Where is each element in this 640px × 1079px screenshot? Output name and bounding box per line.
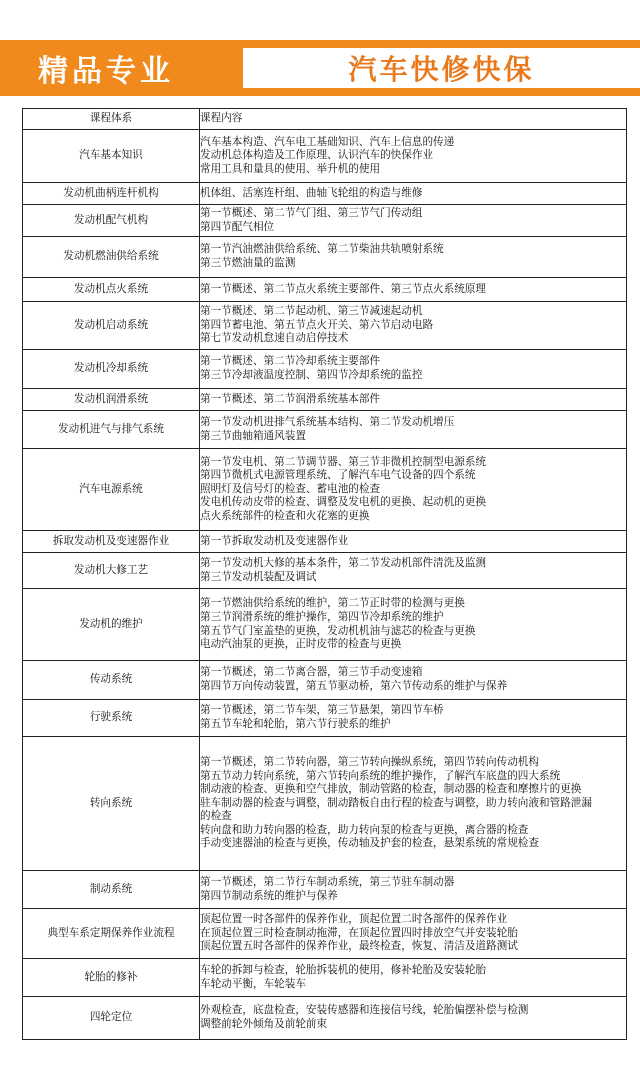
course-content	[200, 130, 627, 183]
content-line: 第四节微机式电源管理系统、了解汽车电气设备的四个系统	[200, 469, 476, 482]
table-row	[23, 909, 627, 959]
table-row	[23, 700, 627, 737]
course-category: 汽车电源系统	[23, 449, 200, 531]
content-line: 汽车基本构造、汽车电工基础知识、汽车上信息的传递	[200, 135, 455, 148]
table-row	[23, 389, 627, 411]
course-category: 发动机大修工艺	[23, 553, 200, 589]
course-content	[200, 302, 627, 350]
course-category: 四轮定位	[23, 997, 200, 1040]
table-row	[23, 661, 627, 700]
content-line: 外观检查，底盘检查，安装传感器和连接信号线，轮胎偏摆补偿与检测	[200, 1004, 529, 1017]
content-line: 发动机总体构造及工作原理、认识汽车的快保作业	[200, 149, 434, 162]
course-category: 发动机润滑系统	[23, 389, 200, 411]
course-content	[200, 909, 627, 959]
course-category: 发动机燃油供给系统	[23, 237, 200, 278]
banner-left-title: 精品专业	[0, 40, 232, 96]
content-line: 第五节车轮和轮胎，第六节行驶系的维护	[200, 718, 391, 730]
course-category: 发动机配气机构	[23, 205, 200, 237]
content-line: 第一节发动机大修的基本条件，第二节发动机部件清洗及监测	[200, 556, 487, 569]
content-line: 车轮动平衡，车轮装车	[200, 977, 306, 990]
content-line: 发电机传动皮带的检查、调整及发电机的更换、起动机的更换	[200, 496, 487, 509]
content-line: 第三节发动机装配及调试	[200, 570, 317, 583]
table-row	[23, 871, 627, 909]
content-line: 第七节发动机怠速自动启停技术	[200, 332, 349, 345]
course-content	[200, 531, 627, 553]
content-line: 第三节润滑系统的维护操作，第四节冷却系统的维护	[200, 610, 444, 623]
content-line: 的检查	[200, 810, 232, 823]
course-category: 发动机点火系统	[23, 278, 200, 302]
course-content	[200, 183, 627, 205]
content-line: 第五节动力转向系统，第六节转向系统的维护操作，了解汽车底盘的四大系统	[200, 769, 561, 782]
course-category: 轮胎的修补	[23, 959, 200, 997]
table-row	[23, 449, 627, 531]
content-line: 第一节概述、第二节起动机、第三节减速起动机	[200, 305, 423, 318]
course-category: 发动机进气与排气系统	[23, 411, 200, 449]
content-line: 制动液的检查、更换和空气排放，制动管路的检查，制动器的检查和摩擦片的更换	[200, 783, 582, 796]
course-content	[200, 661, 627, 700]
content-line: 转向盘和助力转向器的检查，助力转向泵的检查与更换，离合器的检查	[200, 823, 529, 836]
content-line: 第一节汽油燃油供给系统、第二节柴油共轨喷射系统	[200, 243, 444, 256]
course-content	[200, 589, 627, 661]
content-line: 第一节概述，第二节行车制动系统，第三节驻车制动器	[200, 875, 455, 888]
course-category: 发动机启动系统	[23, 302, 200, 350]
table-row	[23, 737, 627, 871]
course-category: 行驶系统	[23, 700, 200, 737]
course-category: 传动系统	[23, 661, 200, 700]
content-line: 第一节概述、第二节润滑系统基本部件	[200, 392, 381, 405]
content-line: 顶起位置五时各部件的保养作业，最终检查，恢复、清洁及道路测试	[200, 940, 518, 953]
content-line: 机体组、活塞连杆组、曲轴飞轮组的构造与维修	[200, 186, 423, 199]
table-row	[23, 531, 627, 553]
table-row	[23, 183, 627, 205]
table-row	[23, 997, 627, 1040]
course-content	[200, 700, 627, 737]
table-header-row	[23, 109, 627, 130]
content-line: 第一节燃油供给系统的维护，第二节正时带的检测与更换	[200, 597, 465, 610]
content-line: 第四节蓄电池、第五节点火开关、第六节启动电路	[200, 318, 434, 331]
course-category: 拆取发动机及变速器作业	[23, 531, 200, 553]
content-line: 第一节发电机、第二节调节器、第三节非微机控制型电源系统	[200, 455, 487, 468]
table-row	[23, 205, 627, 237]
course-content	[200, 350, 627, 389]
course-content	[200, 871, 627, 909]
content-line: 点火系统部件的检查和火花塞的更换	[200, 509, 370, 522]
banner-right-title: 汽车快修快保	[240, 45, 640, 91]
table-row	[23, 553, 627, 589]
course-category: 汽车基本知识	[23, 130, 200, 183]
content-line: 调整前轮外倾角及前轮前束	[200, 1018, 328, 1030]
content-line: 在顶起位置三时检查制动拖滞，在顶起位置四时排放空气并安装轮胎	[200, 926, 518, 939]
content-line: 第四节配气相位	[200, 220, 275, 233]
course-table-body	[23, 130, 627, 1040]
table-row	[23, 589, 627, 661]
course-content	[200, 389, 627, 411]
table-row	[23, 237, 627, 278]
course-category: 转向系统	[23, 737, 200, 871]
course-category: 发动机曲柄连杆机构	[23, 183, 200, 205]
content-line: 第一节拆取发动机及变速器作业	[200, 534, 349, 547]
content-line: 车轮的拆卸与检查，轮胎拆装机的使用，修补轮胎及安装轮胎	[200, 963, 487, 976]
content-line: 电动汽油泵的更换，正时皮带的检查与更换	[200, 638, 402, 651]
course-content	[200, 737, 627, 871]
content-line: 驻车制动器的检查与调整，制动踏板自由行程的检查与调整，助力转向液和管路泄漏	[200, 796, 592, 809]
content-line: 第一节概述、第二节冷却系统主要部件	[200, 355, 381, 368]
course-content	[200, 997, 627, 1040]
content-line: 照明灯及信号灯的检查、蓄电池的检查	[200, 482, 381, 495]
header-course-content: 课程内容	[200, 109, 627, 130]
header-banner	[0, 40, 640, 96]
table-row	[23, 130, 627, 183]
content-line: 第一节概述、第二节气门组、第三节气门传动组	[200, 206, 423, 219]
course-category: 典型车系定期保养作业流程	[23, 909, 200, 959]
table-row	[23, 350, 627, 389]
content-line: 顶起位置一时各部件的保养作业，顶起位置二时各部件的保养作业	[200, 913, 508, 926]
course-category: 发动机的维护	[23, 589, 200, 661]
course-category: 制动系统	[23, 871, 200, 909]
course-category: 发动机冷却系统	[23, 350, 200, 389]
table-row	[23, 959, 627, 997]
content-line: 第三节曲轴箱通风装置	[200, 429, 306, 442]
course-content	[200, 237, 627, 278]
content-line: 第一节概述，第二节车架，第三节悬架，第四节车桥	[200, 704, 444, 717]
course-table	[22, 108, 627, 1040]
content-line: 第四节制动系统的维护与保养	[200, 889, 338, 902]
header-course-system: 课程体系	[23, 109, 200, 130]
table-row	[23, 411, 627, 449]
content-line: 常用工具和量具的使用、举升机的使用	[200, 162, 381, 175]
course-content	[200, 278, 627, 302]
course-content	[200, 205, 627, 237]
content-line: 第三节冷却液温度控制、第四节冷却系统的监控	[200, 369, 423, 381]
content-line: 第四节万向传动装置，第五节驱动桥，第六节传动系的维护与保养	[200, 680, 508, 692]
content-line: 第一节发动机进排气系统基本结构、第二节发动机增压	[200, 415, 455, 428]
course-content	[200, 449, 627, 531]
table-row	[23, 302, 627, 350]
content-line: 手动变速器油的检查与更换，传动轴及护套的检查，悬架系统的常规检查	[200, 837, 539, 850]
course-content	[200, 959, 627, 997]
course-content	[200, 553, 627, 589]
course-content	[200, 411, 627, 449]
content-line: 第五节气门室盖垫的更换，发动机机油与滤芯的检查与更换	[200, 624, 476, 637]
content-line: 第三节燃油量的监测	[200, 257, 296, 269]
table-row	[23, 278, 627, 302]
content-line: 第一节概述、第二节点火系统主要部件、第三节点火系统原理	[200, 282, 487, 295]
content-line: 第一节概述，第二节离合器，第三节手动变速箱	[200, 666, 423, 679]
content-line: 第一节概述，第二节转向器，第三节转向操纵系统，第四节转向传动机构	[200, 755, 539, 768]
